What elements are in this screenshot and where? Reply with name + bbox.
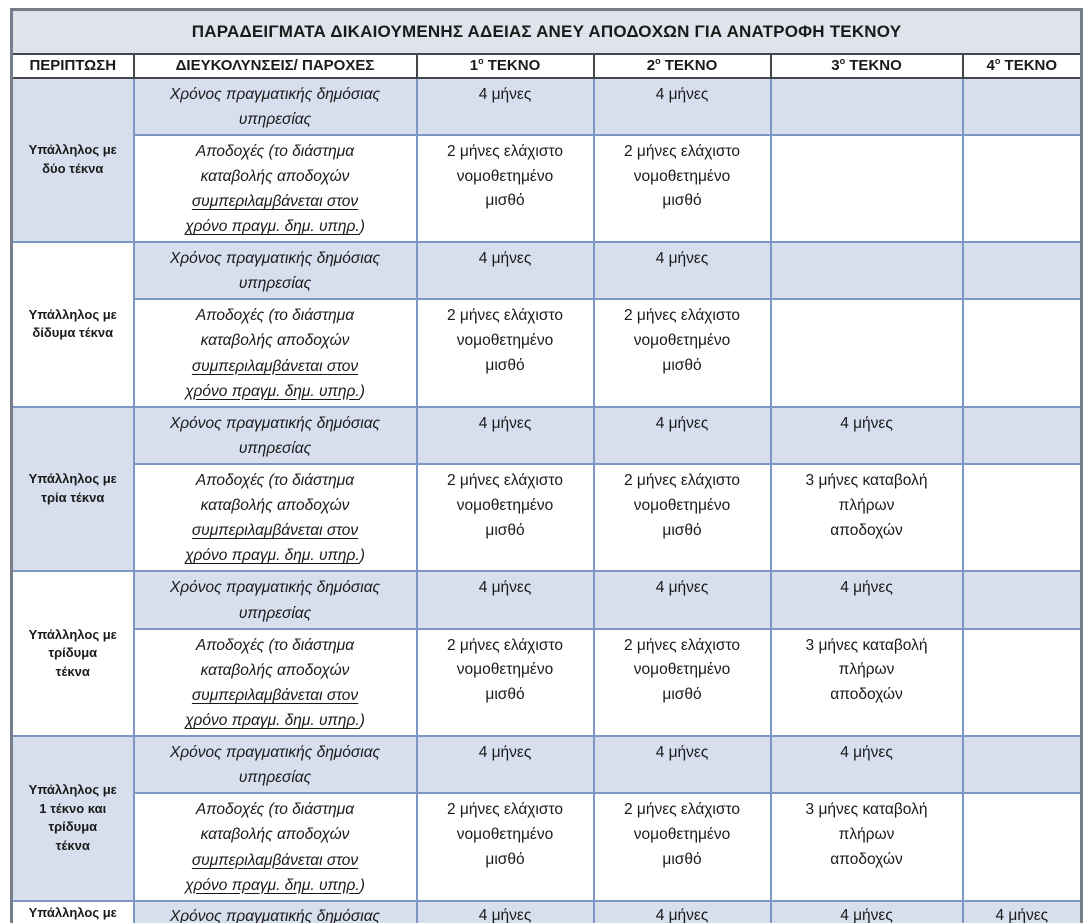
label-line: χρόνο πραγμ. δημ. υπηρ.)	[185, 876, 365, 894]
column-header-child-2: $2^o$ ΤΕΚΝΟ	[594, 54, 771, 78]
label-line: Αποδοχές (το διάστημα	[195, 307, 355, 325]
label-line: Χρόνος πραγματικής δημόσιας	[169, 85, 381, 103]
value-cell-child-2: 2 μήνες ελάχιστο νομοθετημένο μισθό	[594, 629, 771, 736]
label-line: Υπάλληλος με	[28, 306, 117, 322]
value-cell-child-4	[963, 793, 1082, 900]
case-group-one-child-and-triplets	[12, 736, 1082, 901]
header-row	[12, 54, 1082, 78]
service-time-row	[12, 901, 1082, 923]
label-line: χρόνο πραγμ. δημ. υπηρ.)	[185, 218, 365, 236]
label-line: καταβολής αποδοχών	[200, 167, 350, 185]
benefit-label-service-time	[134, 78, 417, 135]
label-line: χρόνο πραγμ. δημ. υπηρ.)	[185, 547, 365, 565]
value-cell-child-4	[963, 571, 1082, 628]
value-cell-child-1: 4 μήνες	[417, 242, 594, 299]
column-header-child-4: $4^o$ ΤΕΚΝΟ	[963, 54, 1082, 78]
label-line: καταβολής αποδοχών	[200, 661, 350, 679]
value-cell-child-2: 4 μήνες	[594, 78, 771, 135]
value-cell-child-1: 4 μήνες	[417, 736, 594, 793]
value-cell-child-2: 4 μήνες	[594, 242, 771, 299]
label-line: δίδυμα τέκνα	[32, 325, 114, 341]
case-cell	[12, 242, 134, 407]
label-line: Αποδοχές (το διάστημα	[195, 801, 355, 819]
column-header-benefits: ΔΙΕΥΚΟΛΥΝΣΕΙΣ/ ΠΑΡΟΧΕΣ	[134, 54, 417, 78]
value-cell-child-3: 3 μήνες καταβολή πλήρων αποδοχών	[771, 629, 963, 736]
label-line: καταβολής αποδοχών	[200, 332, 350, 350]
benefit-label-service-time	[134, 571, 417, 628]
value-cell-child-3	[771, 135, 963, 242]
value-cell-child-1: 4 μήνες	[417, 407, 594, 464]
value-cell-child-1: 2 μήνες ελάχιστο νομοθετημένο μισθό	[417, 793, 594, 900]
value-cell-child-4	[963, 629, 1082, 736]
label-line: Υπάλληλος με	[28, 471, 117, 487]
case-cell	[12, 78, 134, 243]
pay-row	[12, 464, 1082, 571]
value-cell-child-1: 2 μήνες ελάχιστο νομοθετημένο μισθό	[417, 135, 594, 242]
label-line: δύο τέκνα	[42, 160, 104, 176]
table-title: ΠΑΡΑΔΕΙΓΜΑΤΑ ΔΙΚΑΙΟΥΜΕΝΗΣ ΑΔΕΙΑΣ ΑΝΕΥ ΑΠΟΔΟΧΩΝ ΓΙΑ ΑΝΑΤΡΟΦΗ ΤΕΚΝΟΥ	[12, 10, 1082, 54]
value-cell-child-2: 2 μήνες ελάχιστο νομοθετημένο μισθό	[594, 464, 771, 571]
label-line: 1 τέκνο και	[39, 800, 107, 816]
label-line: χρόνο πραγμ. δημ. υπηρ.)	[185, 382, 365, 400]
service-time-row	[12, 736, 1082, 793]
benefit-label-pay	[134, 299, 417, 406]
benefit-label-pay	[134, 629, 417, 736]
label-line: καταβολής αποδοχών	[200, 826, 350, 844]
value-cell-child-1: 2 μήνες ελάχιστο νομοθετημένο μισθό	[417, 299, 594, 406]
value-cell-child-1: 4 μήνες	[417, 78, 594, 135]
case-group-two-children	[12, 78, 1082, 243]
label-line: Υπάλληλος με	[28, 626, 117, 642]
pay-row	[12, 135, 1082, 242]
pay-row	[12, 299, 1082, 406]
label-line: συμπεριλαμβάνεται στον	[191, 686, 359, 704]
label-line: χρόνο πραγμ. δημ. υπηρ.)	[185, 712, 365, 730]
label-line: Χρόνος πραγματικής δημόσιας	[169, 907, 381, 923]
value-cell-child-1: 4 μήνες	[417, 571, 594, 628]
label-line: Χρόνος πραγματικής δημόσιας	[169, 250, 381, 268]
case-group-three-children	[12, 407, 1082, 572]
value-cell-child-3: 3 μήνες καταβολή πλήρων αποδοχών	[771, 793, 963, 900]
benefit-label-pay	[134, 464, 417, 571]
benefit-label-service-time	[134, 407, 417, 464]
value-cell-child-2: 2 μήνες ελάχιστο νομοθετημένο μισθό	[594, 135, 771, 242]
value-cell-child-4	[963, 299, 1082, 406]
label-line: Αποδοχές (το διάστημα	[195, 472, 355, 490]
label-line: τρίδυμα	[48, 819, 98, 835]
label-line: συμπεριλαμβάνεται στον	[191, 192, 359, 210]
column-header-child-1: $1^o$ ΤΕΚΝΟ	[417, 54, 594, 78]
label-line: συμπεριλαμβάνεται στον	[191, 851, 359, 869]
label-line: Αποδοχές (το διάστημα	[195, 142, 355, 160]
value-cell-child-3: 4 μήνες	[771, 407, 963, 464]
label-line: τρία τέκνα	[41, 490, 105, 506]
column-header-case: ΠΕΡΙΠΤΩΣΗ	[12, 54, 134, 78]
value-cell-child-1: 2 μήνες ελάχιστο νομοθετημένο μισθό	[417, 464, 594, 571]
benefit-label-service-time	[134, 901, 417, 923]
value-cell-child-3: 3 μήνες καταβολή πλήρων αποδοχών	[771, 464, 963, 571]
value-cell-child-2: 4 μήνες	[594, 407, 771, 464]
value-cell-child-3	[771, 299, 963, 406]
value-cell-child-1: 4 μήνες	[417, 901, 594, 923]
label-line: Υπάλληλος με	[28, 781, 117, 797]
pay-row	[12, 793, 1082, 900]
case-cell	[12, 571, 134, 736]
value-cell-child-4	[963, 736, 1082, 793]
label-line: συμπεριλαμβάνεται στον	[191, 522, 359, 540]
label-line: Χρόνος πραγματικής δημόσιας	[169, 579, 381, 597]
case-cell	[12, 407, 134, 572]
value-cell-child-4	[963, 135, 1082, 242]
value-cell-child-3	[771, 242, 963, 299]
label-line: υπηρεσίας	[238, 275, 312, 293]
benefit-label-service-time	[134, 242, 417, 299]
value-cell-child-3: 4 μήνες	[771, 736, 963, 793]
service-time-row	[12, 571, 1082, 628]
value-cell-child-2: 2 μήνες ελάχιστο νομοθετημένο μισθό	[594, 793, 771, 900]
value-cell-child-4	[963, 78, 1082, 135]
label-line: υπηρεσίας	[238, 439, 312, 457]
label-line: Υπάλληλος με	[28, 904, 117, 920]
benefit-label-pay	[134, 135, 417, 242]
label-line: υπηρεσίας	[238, 769, 312, 787]
value-cell-child-4	[963, 464, 1082, 571]
value-cell-child-3	[771, 78, 963, 135]
label-line: τέκνα	[55, 664, 90, 680]
label-line: τρίδυμα	[48, 645, 98, 661]
value-cell-child-2: 2 μήνες ελάχιστο νομοθετημένο μισθό	[594, 299, 771, 406]
column-header-child-3: $3^o$ ΤΕΚΝΟ	[771, 54, 963, 78]
label-line: καταβολής αποδοχών	[200, 497, 350, 515]
benefit-label-pay	[134, 793, 417, 900]
value-cell-child-2: 4 μήνες	[594, 901, 771, 923]
value-cell-child-2: 4 μήνες	[594, 736, 771, 793]
service-time-row	[12, 242, 1082, 299]
case-cell	[12, 736, 134, 901]
value-cell-child-2: 4 μήνες	[594, 571, 771, 628]
value-cell-child-1: 2 μήνες ελάχιστο νομοθετημένο μισθό	[417, 629, 594, 736]
label-line: υπηρεσίας	[238, 604, 312, 622]
title-row	[12, 10, 1082, 54]
label-line: Υπάλληλος με	[28, 141, 117, 157]
value-cell-child-3: 4 μήνες	[771, 901, 963, 923]
case-group-partial	[12, 901, 1082, 923]
label-line: Χρόνος πραγματικής δημόσιας	[169, 414, 381, 432]
case-group-twins	[12, 242, 1082, 407]
label-line: τέκνα	[55, 838, 90, 854]
value-cell-child-4	[963, 242, 1082, 299]
label-line: υπηρεσίας	[238, 110, 312, 128]
pay-row	[12, 629, 1082, 736]
case-cell	[12, 901, 134, 923]
label-line: συμπεριλαμβάνεται στον	[191, 357, 359, 375]
label-line: Αποδοχές (το διάστημα	[195, 636, 355, 654]
value-cell-child-3: 4 μήνες	[771, 571, 963, 628]
benefit-label-service-time	[134, 736, 417, 793]
label-line: Χρόνος πραγματικής δημόσιας	[169, 744, 381, 762]
value-cell-child-4: 4 μήνες	[963, 901, 1082, 923]
value-cell-child-4	[963, 407, 1082, 464]
case-group-triplets	[12, 571, 1082, 736]
service-time-row	[12, 407, 1082, 464]
service-time-row	[12, 78, 1082, 135]
leave-examples-table	[10, 8, 1083, 923]
